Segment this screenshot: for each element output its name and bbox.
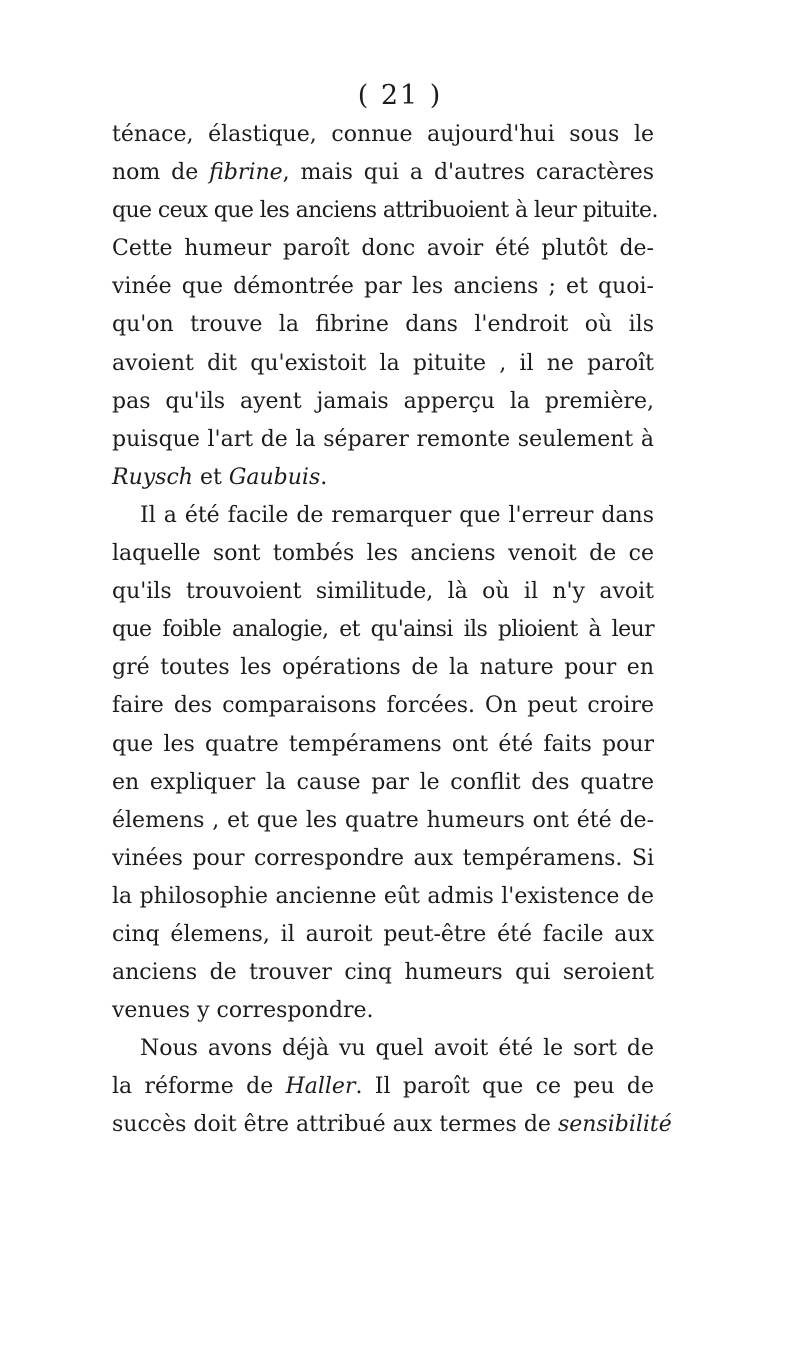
italic-name: Ruysch [112, 464, 193, 490]
text-line: que foible analogie, et qu'ainsi ils plioient à leur [112, 617, 654, 643]
page-number: ( 21 ) [357, 80, 443, 111]
text-line: Cette humeur paroît donc avoir été plutôt de- [112, 236, 654, 262]
text-line: Ruysch et Gaubuis. [112, 464, 328, 490]
body-text [112, 116, 672, 1145]
text-line: pas qu'ils ayent jamais apperçu la première, [112, 388, 654, 414]
italic-term: fibrine [209, 160, 283, 186]
italic-name: Gaubuis [228, 464, 321, 490]
text-line: gré toutes les opérations de la nature pour en [112, 655, 654, 681]
text-line: Nous avons déjà vu quel avoit été le sort de [140, 1036, 654, 1062]
text-line: faire des comparaisons forcées. On peut croire [112, 693, 654, 719]
text-line: avoient dit qu'existoit la pituite , il ne paroît [112, 350, 654, 376]
text-line: en expliquer la cause par le conflit des quatre [112, 769, 654, 795]
text-line: vinées pour correspondre aux tempéramens. Si [112, 845, 654, 871]
text-line: venues y correspondre. [112, 998, 374, 1024]
text-line: Il a été facile de remarquer que l'erreur dans [140, 502, 654, 528]
text-line: la réforme de Haller. Il paroît que ce peu de [112, 1074, 654, 1100]
text-line: que ceux que les anciens attribuoient à leur pituite. [112, 198, 658, 224]
text-line: élemens , et que les quatre humeurs ont été de- [112, 807, 654, 833]
text-line: qu'on trouve la fibrine dans l'endroit où ils [112, 312, 654, 338]
text-line: qu'ils trouvoient similitude, là où il n'y avoit [112, 579, 654, 605]
text-line: cinq élemens, il auroit peut-être été facile aux [112, 921, 654, 947]
text-line: anciens de trouver cinq humeurs qui seroient [112, 960, 654, 986]
italic-term: sensibilité [557, 1112, 672, 1138]
text-line: nom de fibrine, mais qui a d'autres caractères [112, 160, 654, 186]
text-line: que les quatre tempéramens ont été faits pour [112, 731, 654, 757]
text-line: vinée que démontrée par les anciens ; et quoi- [112, 274, 654, 300]
text-line: laquelle sont tombés les anciens venoit de ce [112, 541, 654, 567]
italic-name: Haller [285, 1074, 356, 1100]
text-line: succès doit être attribué aux termes de sensibilité [112, 1112, 672, 1138]
text-line: la philosophie ancienne eût admis l'existence de [112, 883, 654, 909]
text-line: ténace, élastique, connue aujourd'hui sous le [112, 122, 654, 147]
text-line: puisque l'art de la séparer remonte seulement à [112, 426, 654, 452]
